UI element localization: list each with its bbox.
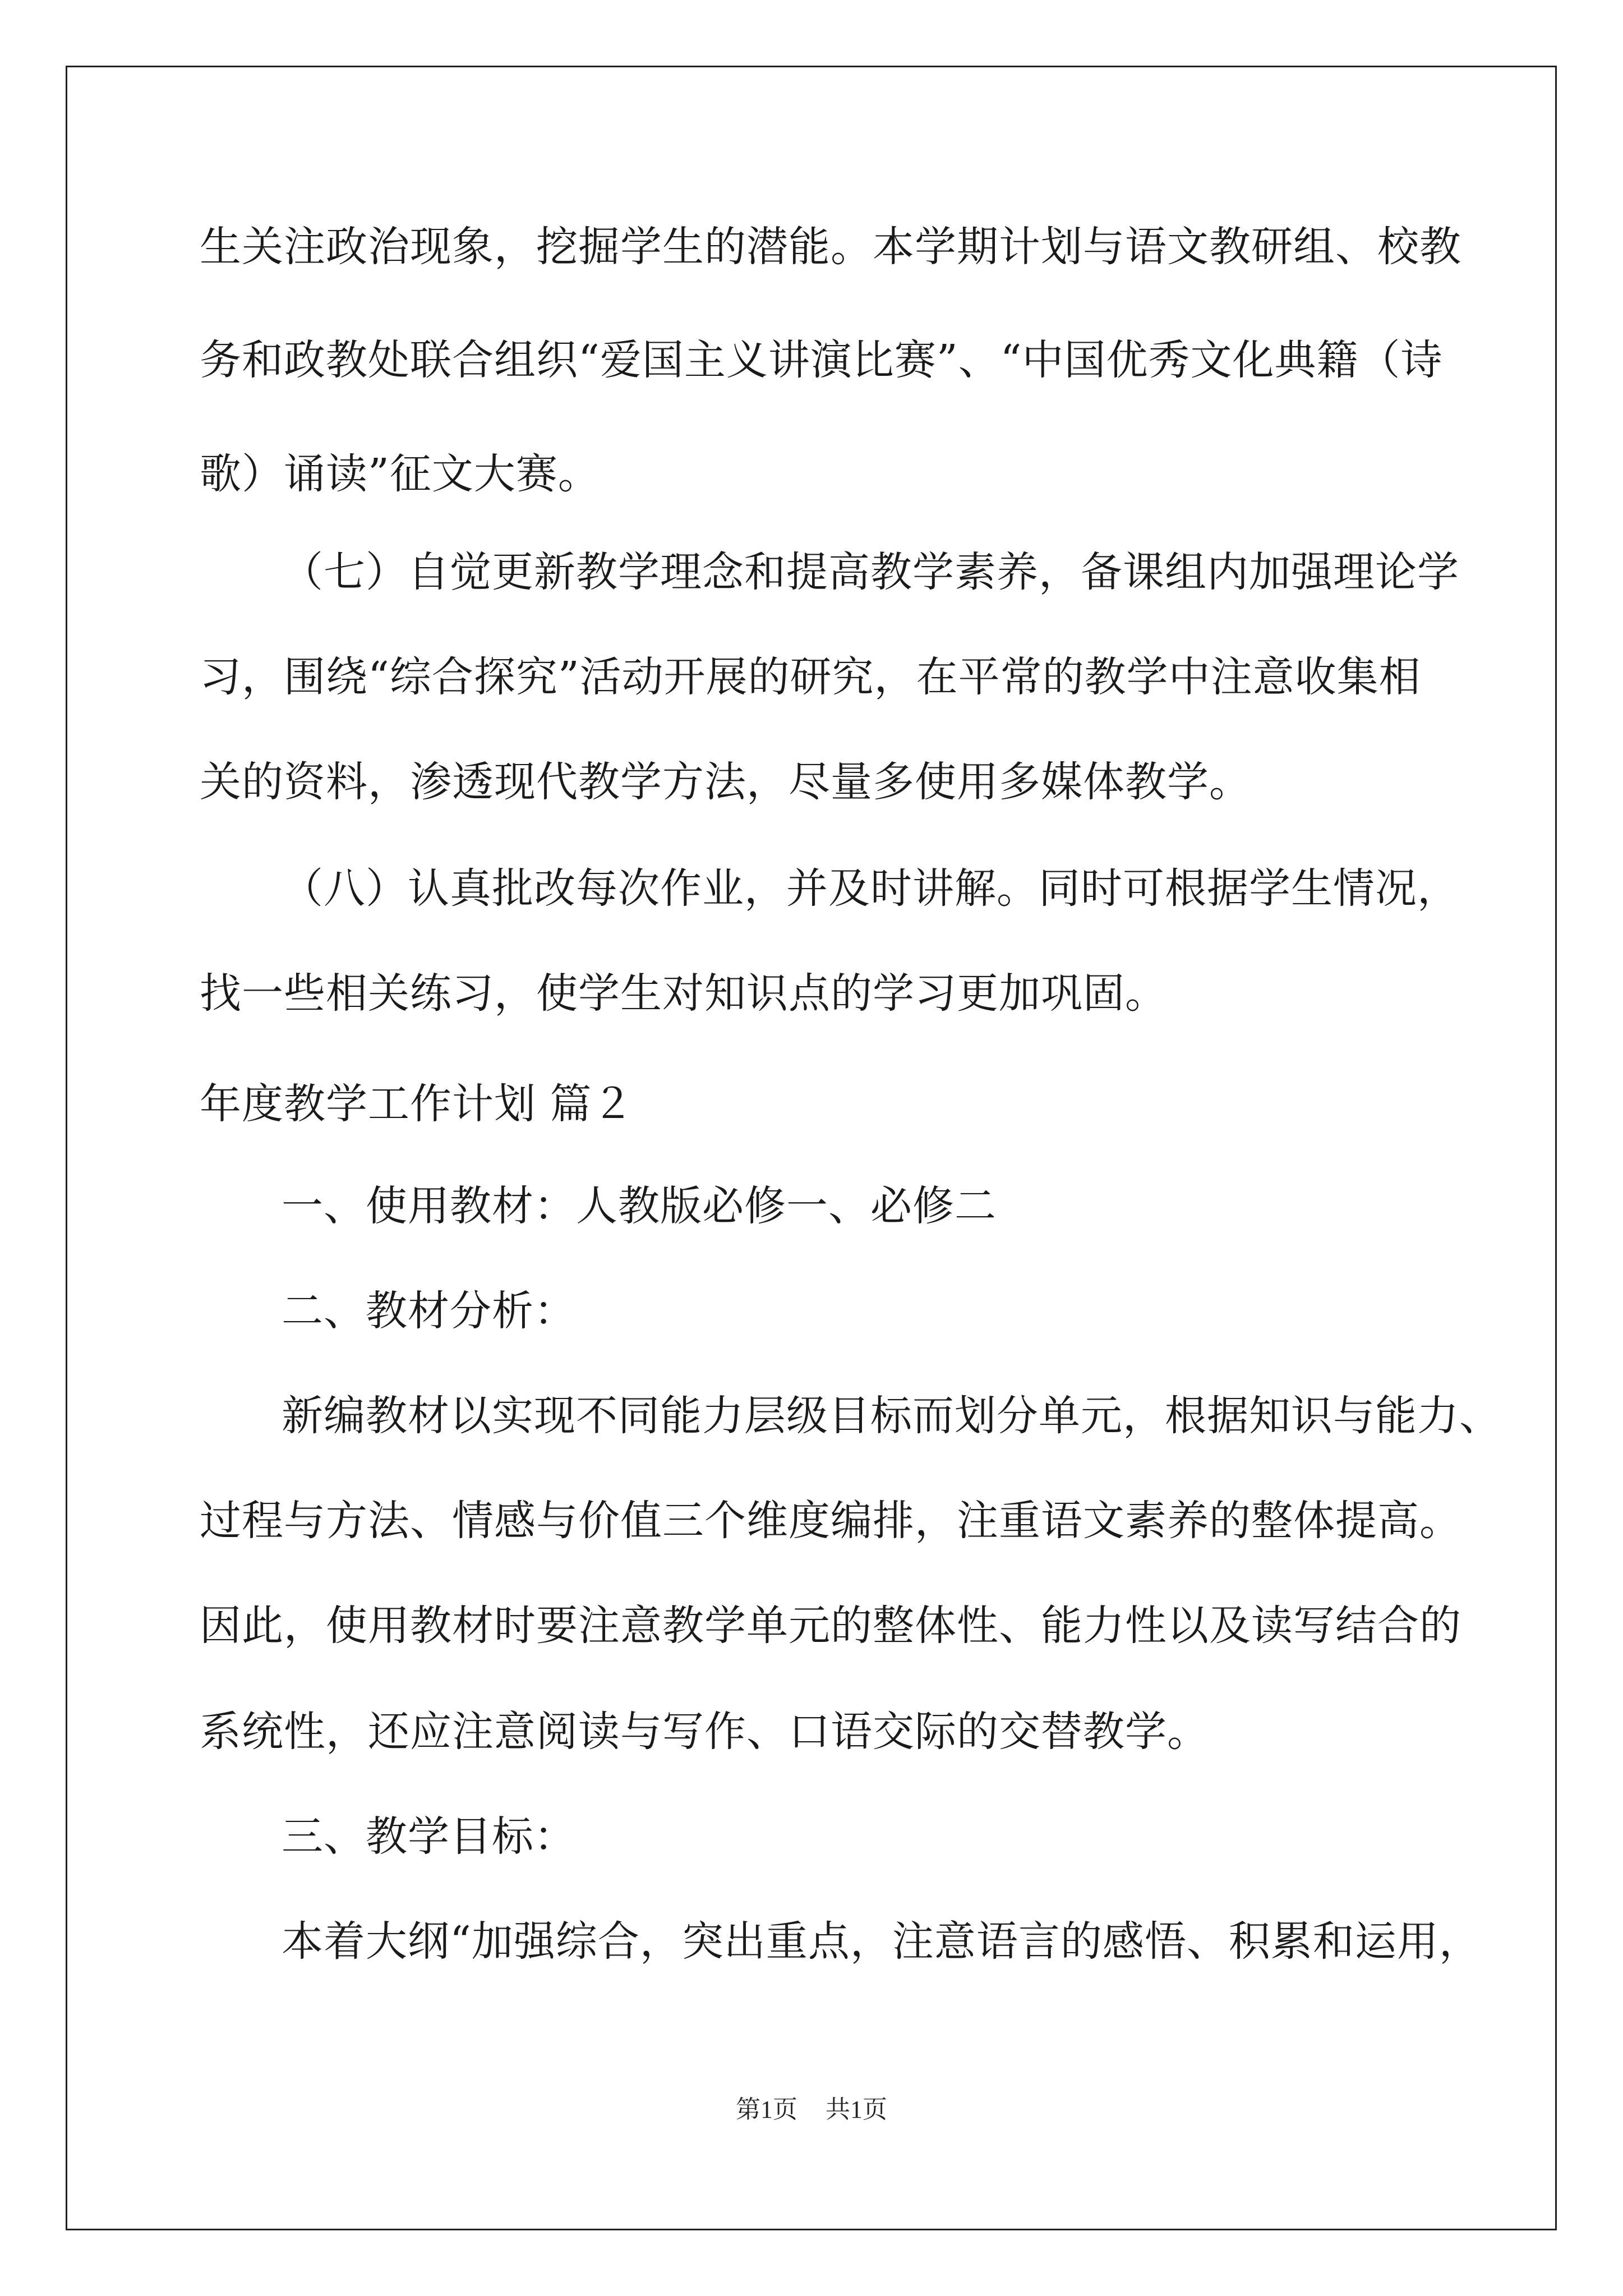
page-footer <box>0 2096 1623 2124</box>
text-line-6: 关的资料，渗透现代教学方法，尽量多使用多媒体教学。 <box>200 758 1251 806</box>
text-line-14: 因此，使用教材时要注意教学单元的整体性、能力性以及读写结合的 <box>200 1602 1461 1650</box>
text-line-4: （七）自觉更新教学理念和提高教学素养，备课组内加强理论学 <box>282 548 1459 596</box>
text-line-15: 系统性，还应注意阅读与写作、口语交际的交替教学。 <box>200 1708 1209 1756</box>
text-line-17: 本着大纲“加强综合，突出重点，注意语言的感悟、积累和运用， <box>282 1917 1481 1966</box>
text-line-8: 找一些相关练习，使学生对知识点的学习更加巩固。 <box>200 969 1167 1018</box>
text-line-13: 过程与方法、情感与价值三个维度编排，注重语文素养的整体提高。 <box>200 1497 1461 1545</box>
text-line-1: 生关注政治现象，挖掘学生的潜能。本学期计划与语文教研组、校教 <box>200 223 1461 271</box>
page-total: 共1页 <box>826 2096 887 2123</box>
page-border <box>66 66 1557 2230</box>
text-line-16: 三、教学目标： <box>282 1812 576 1861</box>
text-line-5: 习，围绕“综合探究”活动开展的研究，在平常的教学中注意收集相 <box>200 653 1421 701</box>
page-number: 第1页 <box>736 2096 797 2123</box>
section-heading: 年度教学工作计划 篇２ <box>200 1080 634 1128</box>
text-line-7: （八）认真批改每次作业，并及时讲解。同时可根据学生情况， <box>282 864 1459 913</box>
text-line-3: 歌）诵读”征文大赛。 <box>200 450 600 498</box>
text-line-10: 一、使用教材：人教版必修一、必修二 <box>282 1182 997 1230</box>
text-line-12: 新编教材以实现不同能力层级目标而划分单元，根据知识与能力、 <box>282 1392 1501 1440</box>
text-line-11: 二、教材分析： <box>282 1287 576 1335</box>
text-line-2: 务和政教处联合组织“爱国主义讲演比赛”、“中国优秀文化典籍（诗 <box>200 336 1443 384</box>
